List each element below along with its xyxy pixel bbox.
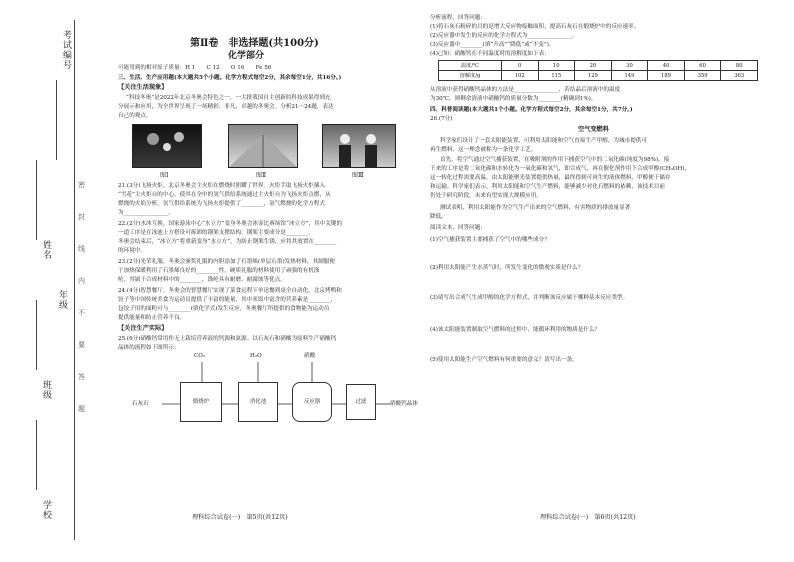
reading-question: (5)使用太阳能生产空气燃料有何重要的意义？请写出一条。 [430,357,578,363]
ice-rink-icon [229,125,297,167]
table-cell: 102 [501,71,538,81]
question-22-line: 一道工序是在泳池上方搭设可拆卸的钢架支撑结构，钢架主要成分是________。 [118,230,314,236]
closing-line: 降低。 [430,214,447,220]
right-page [430,12,770,552]
figure-caption: 图Ⅰ [160,172,169,179]
water-label: H₂O [250,353,262,359]
table-cell: 30 [611,61,648,71]
reactor-box: 反应器 [292,382,332,422]
seal-char: 内 [78,277,85,285]
article-line: 这一转化过程需要高温，由太阳能聚光装置提供热量，最终得到可再生的液体燃料，甲醇便于储存 [430,175,671,181]
solubility-table [438,60,758,81]
seal-char: 密 [78,181,85,189]
ceremony-figures-icon [323,125,395,167]
process-flow-diagram [132,353,418,426]
table-row [439,71,758,81]
table-cell: 189 [648,71,685,81]
product-label: 硝酸钙晶体 [390,401,418,407]
table-cell: 129 [575,71,612,81]
intro-line: “科技冬奥”是2022年北京冬奥会特色之一，一大批我国自主创新的科技成果得到充 [126,95,331,101]
focus-life-heading: 【关注生活现象】 [118,84,168,91]
fireworks-icon [133,125,201,167]
table-cell: 0 [501,61,538,71]
seal-char: 封 [78,213,85,221]
article-title: 空气变燃料 [578,126,609,133]
atomic-masses: 可能用到的相对原子质量：H 1 C 12 O 16 Fe 56 [118,65,272,71]
article-line: 下来的工序是将二氧化碳和水转化为一氧化碳和氢气，即合成气，再在催化剂作用下合成甲醇(CH₃OH)， [430,166,691,172]
name-label: 姓名 [41,240,51,260]
table-cell: 149 [611,71,648,81]
filter-box: 过滤 [346,384,376,420]
question-25-line: 25.(6分)硝酸钙常用作无土栽培营养液的钙源和氮源。以石灰石和硝酸为原料生产硝酸钙 [118,336,337,342]
left-page [112,12,418,552]
q25-followup-line: (3)反应器中________(填“升高”“降低”或“不变”)。 [430,42,555,48]
kiln-box: 煅烧炉 [180,382,222,422]
table-cell: 温度/℃ [439,61,502,71]
figure-caption: 图Ⅲ [352,172,364,179]
seal-char: 不 [78,309,85,317]
class-label: 班级 [41,380,51,400]
left-page-footer: 理科综合试卷(一) 第5页(共12页) [192,514,288,521]
table-cell: 363 [721,71,758,81]
section-title: 第Ⅱ卷 非选择题(共100分) [190,38,319,49]
question-24-line: 饺子等中国传统美食为运动员提供了丰富的能量，其中米饭中富含的营养素是________， [118,297,337,303]
school-line [36,420,37,490]
question-23-line: 于加热保暖利用了石墨烯良好的________性。硬质礼服的材料使用了顽强的有机涤 [118,268,320,274]
article-line: 首先，将空气通过空气捕获装置，在吸附剂的作用下捕获空气中的二氧化碳(纯度为98%)。接 [440,157,670,163]
part-three-heading: 三、生活、生产应用题(本大题共5个小题。化学方程式每空2分，其余每空1分，共16分。) [118,75,342,81]
question-21-line: 21.(3分)飞扬火炬。北京冬奥会主火炬在燃烧时照耀了世界。火炬手取飞扬火炬插入 [118,183,326,189]
figure-caption: 图Ⅱ [256,172,267,179]
intro-line: 分展示和应用，为全世界呈现了一场精彩、非凡、卓越的冬奥会。分析21～24题，表达 [118,104,334,110]
reading-prompt: 阅读文本，回答问题： [430,225,486,231]
question-23-line: 纶，其属于合成材料中的________，涤纶具有耐磨、耐腐蚀等优点。 [118,277,286,283]
school-label: 学校 [41,500,51,520]
question-22-line: 冬奥会结束后，“冰立方”将重新变身“水立方”，为防止钢架生锈，应将其放置在________ [118,239,337,245]
table-cell: 359 [684,71,721,81]
question-24-line: 24.(4分)智慧餐厅。冬奥会的智慧餐厅实现了菜食远程下单送餐到桌全自动化。北京烤鸭和 [118,288,342,294]
question-22-line: 22.(2分)水冰互换。国家游泳中心“水立方”变身冬奥会冰壶比赛场馆“冰立方”，其中关键的 [118,221,343,227]
question-24-line: 包饺子用的面粉可与________(填化学式)发生反应，冬奥餐厅所提供的食物能为运动员 [118,306,330,312]
binding-margin [0,0,84,562]
reading-question: (1)空气捕获装置主要捕获了空气中的哪些成分？ [430,237,550,243]
grade-label: 年级 [57,290,67,310]
exam-number-label: 考试编号 [61,30,71,70]
table-cell: 115 [538,71,575,81]
figure-one-image [132,124,202,168]
article-line: 仍处于研究阶段，未来有望实现大规模应用。 [430,193,542,199]
table-cell: 40 [648,61,685,71]
table-cell: 80 [721,61,758,71]
closing-line: 测试表明，利用太阳能作为空气生产出来的空气燃料，有害物质的排放量显著 [440,205,631,211]
reading-question: (2)利用太阳能产生水蒸气时，所发生变化的微观实质是什么？ [430,265,584,271]
question-25-line: 晶体的流程如下图所示： [118,345,180,351]
q25-followup-line: 分析流程，回答问题： [430,15,486,21]
question-22-line: 的环境中。 [118,248,146,254]
part-four-heading: 四、科普阅读题(本大题共1个小题。化学方程式每空2分，其余每空1分，共7分。) [430,107,633,113]
figure-two-image [228,124,298,168]
right-page-footer: 理科综合试卷(一) 第6页(共12页) [540,514,636,521]
table-cell: 10 [538,61,575,71]
reading-question: (4)该太阳能装置制取空气燃料的过程中，能循环利用的物质是什么？ [430,327,601,333]
q25-followup-line: (1)将石灰石粉碎的目的是增大反应物接触面积，提高石灰石在煅烧炉中的反应速率。 [430,24,640,30]
after-table-line: 从溶液中获得硝酸钙晶体的方法是________________，若结晶后溶液中的温度 [430,87,621,93]
seal-char: 线 [78,245,85,253]
question-21-line: 燃烧的火焰分析，氢气供给系统为飞扬火炬提供了________，氢气燃烧的化学方程式 [118,201,325,207]
table-cell: 溶解度/g [439,71,502,81]
limestone-label: 石灰石 [132,401,149,407]
question-21-line: “雪花”主火炬台的中心，使其在全中的氢气供给系统通过主火炬台为飞扬火炬点燃，从 [118,192,331,198]
article-line: 和运输。科学家们表示，利用太阳能和空气生产燃料，能够减少对化石燃料的依赖，该技术目前 [430,184,665,190]
margin-line [74,20,75,540]
after-table-line: 为30℃，则剩余溶液中硝酸钙的质量分数为________(精确到1%)。 [430,96,597,102]
name-line [36,160,37,240]
question-26-label: 26.(7分) [430,116,453,122]
figure-three-image [322,124,396,168]
article-line: 再生燃料，这一理念被称为一条化学工艺。 [430,147,537,153]
intro-line: 自己的观点。 [118,113,152,119]
q25-followup-line: (4)已知：硝酸钙在不同温度时的溶解度如下表： [430,51,550,57]
subject-title: 化学部分 [228,51,265,61]
reading-question: (3)请写出合成气生成甲醇的化学方程式，并判断该反应属于哪种基本反应类型。 [430,295,629,301]
digester-box: 消化池 [238,382,278,422]
class-line [36,300,37,370]
table-cell: 20 [575,61,612,71]
nitric-acid-label: 硝酸 [304,353,316,359]
question-21-line: 为________________。 [118,210,174,216]
seal-char: 要 [78,341,85,349]
q25-followup-line: (2)反应器中发生的反应的化学方程式为________________。 [430,33,578,39]
question-23-line: 23.(2分)光荣礼服。冬奥会颁奖礼服的内胆添加了石墨烯(单层石墨)发热材料，其制服便 [118,259,335,265]
seal-char: 答 [78,373,85,381]
table-cell: 60 [684,61,721,71]
article-line: 科学家们设计了一套太阳能装置，可利用太阳能和空气直接生产甲醇，为城市提供可 [440,138,647,144]
focus-production-heading: 【关注生产实际】 [118,325,168,332]
co2-label: CO₂ [194,353,206,359]
seal-char: 题 [78,405,85,413]
table-row [439,61,758,71]
exam-number-line [56,80,57,160]
question-24-line: 提供能量和防止营养不良。 [118,315,186,321]
